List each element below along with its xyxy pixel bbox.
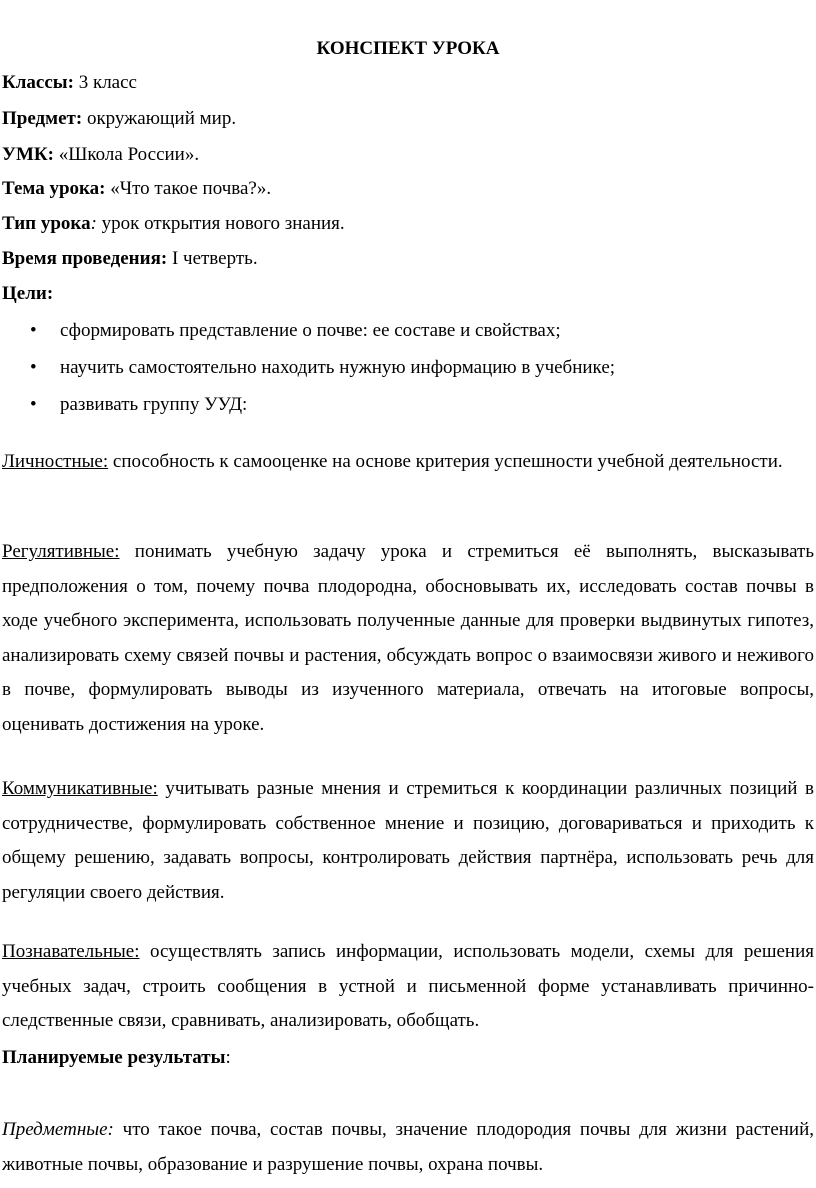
planned-results-heading [2, 1047, 231, 1069]
field-time-label: Время проведения: [2, 248, 168, 269]
subject-results [2, 1113, 814, 1182]
uud-personal [2, 445, 814, 480]
field-topic-label: Тема урока: [2, 178, 106, 199]
bullet-icon: • [30, 320, 37, 341]
uud-regulatory [2, 535, 814, 742]
planned-results-label: Планируемые результаты [2, 1047, 226, 1068]
subject-results-text: что такое почва, состав почвы, значение плодородия почвы для жизни растений, животные почвы, образование и разрушение почвы, охрана почвы. [2, 1119, 814, 1175]
uud-regulatory-text: понимать учебную задачу урока и стремиться её выполнять, высказывать предположения о том, почему почва плодородна, обосновывать их, исследовать состав почвы в ходе учебного эксперимента, использовать полученные данные для проверки выдвинутых гипотез, анализировать схему связей почвы и растения, обсуждать вопрос о взаимосвязи живого и неживого в почве, формулировать выводы из изученного материала, отвечать на итоговые вопросы, оценивать достижения на уроке. [2, 541, 814, 735]
field-classes-label: Классы: [2, 72, 74, 93]
field-lesson-type-colon: : [90, 213, 97, 234]
field-goals-label: Цели: [2, 283, 54, 304]
uud-communicative-label: Коммуникативные: [2, 778, 158, 799]
goal-item [30, 394, 247, 416]
document-title: КОНСПЕКТ УРОКА [316, 38, 500, 59]
field-subject [2, 108, 236, 130]
uud-cognitive-text: осуществлять запись информации, использовать модели, схемы для решения учебных задач, строить сообщения в устной и письменной форме устанавливать причинно-следственные связи, сравнивать, анализировать, обобщать. [2, 941, 814, 1031]
field-topic [2, 178, 271, 200]
field-umk-value: «Школа России». [53, 144, 200, 165]
field-umk-label: УМК: [2, 144, 54, 165]
goal-item-text: развивать группу УУД: [60, 394, 248, 415]
field-lesson-type-label: Тип урока [2, 213, 91, 234]
subject-results-label: Предметные: [2, 1119, 114, 1140]
planned-results-colon: : [225, 1047, 231, 1068]
uud-personal-text: способность к самооценке на основе критерия успешности учебной деятельности. [108, 451, 783, 472]
uud-communicative-text: учитывать разные мнения и стремиться к координации различных позиций в сотрудничестве, формулировать собственное мнение и позицию, договариваться и приходить к общему решению, задавать вопросы, контролировать действия партнёра, использовать речь для регуляции своего действия. [2, 778, 814, 903]
uud-cognitive-label: Познавательные: [2, 941, 140, 962]
bullet-icon: • [30, 394, 37, 415]
field-time-value: I четверть. [167, 248, 258, 269]
goal-item [30, 357, 615, 379]
field-lesson-type-value: урок открытия нового знания. [96, 213, 345, 234]
field-subject-label: Предмет: [2, 108, 83, 129]
field-time [2, 248, 258, 270]
field-umk [2, 144, 199, 166]
uud-regulatory-label: Регулятивные: [2, 541, 120, 562]
bullet-icon: • [30, 357, 37, 378]
uud-personal-label: Личностные: [2, 451, 109, 472]
uud-cognitive [2, 935, 814, 1039]
goal-item-text: научить самостоятельно находить нужную информацию в учебнике; [60, 357, 616, 378]
goal-item-text: сформировать представление о почве: ее составе и свойствах; [60, 320, 561, 341]
field-subject-value: окружающий мир. [82, 108, 237, 129]
field-classes [2, 72, 137, 94]
uud-communicative [2, 772, 814, 910]
field-classes-value: 3 класс [73, 72, 137, 93]
field-topic-value: «Что такое почва?». [105, 178, 272, 199]
field-goals [2, 283, 53, 305]
goal-item [30, 320, 561, 342]
field-lesson-type [2, 213, 345, 235]
